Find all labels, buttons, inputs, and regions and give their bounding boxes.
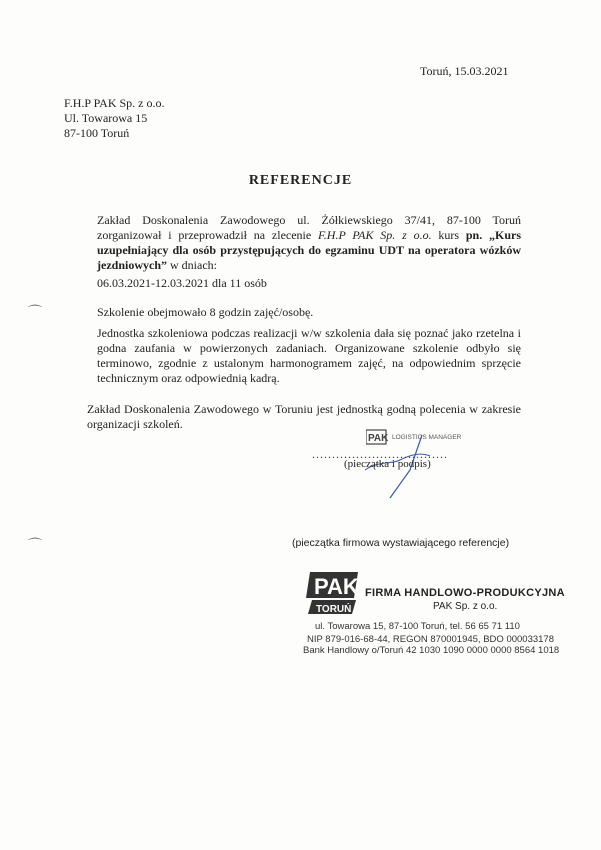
paragraph-intro: [97, 213, 521, 273]
svg-text:TORUŃ: TORUŃ: [316, 604, 352, 615]
company-bank: Bank Handlowy o/Toruń 42 1030 1090 0000 0000 8564 1018: [303, 645, 560, 656]
hole-punch-mark: ⌒: [28, 539, 42, 554]
course-name: pn. „Kurs uzupełniający dla osób przystępujących do egzaminu UDT na operatora wózków jezdniowych”: [97, 228, 521, 272]
signature-dots: ..................................: [312, 447, 448, 461]
intro-text: kurs: [431, 228, 466, 242]
company-legal-name: PAK Sp. z o.o.: [433, 601, 498, 612]
addressee-line: Ul. Towarowa 15: [64, 111, 148, 125]
paragraph-recommendation: Zakład Doskonalenia Zawodowego w Toruniu jest jednostką godną polecenia w zakresie organizacji szkoleń.: [87, 402, 521, 431]
svg-text:PAK: PAK: [314, 574, 359, 599]
paragraph-evaluation: Jednostka szkoleniowa podczas realizacji w/w szkolenia dała się poznać jako rzetelna i godna zaufania w powierzonych zadaniach. Organizowane szkolenie odbyło się terminowo, zgodnie z ustalonym harmonogramem zajęć, na odpowiednim sprzęcie technicznym oraz odpowiednią kadrą.: [97, 326, 521, 385]
company-ids: NIP 879-016-68-44, REGON 870001945, BDO 000033178: [307, 634, 554, 645]
stamp-label: (pieczątka firmowa wystawiającego referencje): [292, 537, 510, 549]
addressee-block: [64, 96, 165, 141]
company-address: ul. Towarowa 15, 87-100 Toruń, tel. 56 65 71 110: [315, 621, 520, 632]
intro-text: Zakład Doskonalenia Zawodowego ul. Żółkiewskiego 37/41, 87-100 Toruń zorganizował i przeprowadził na zlecenie: [97, 213, 521, 242]
addressee-line: 87-100 Toruń: [64, 126, 130, 140]
document-date: Toruń, 15.03.2021: [420, 64, 509, 78]
course-hours: Szkolenie obejmowało 8 godzin zajęć/osobę.: [97, 305, 314, 319]
svg-text:PAK: PAK: [368, 433, 389, 444]
signature-label: (pieczątka i podpis): [344, 458, 431, 470]
client-company: F.H.P PAK Sp. z o.o.: [318, 228, 432, 242]
company-name: FIRMA HANDLOWO-PRODUKCYJNA: [365, 587, 565, 599]
hole-punch-mark: ⌒: [28, 306, 42, 321]
intro-text: w dniach:: [167, 258, 217, 272]
pak-logo: [306, 568, 362, 618]
addressee-line: F.H.P PAK Sp. z o.o.: [64, 96, 165, 110]
document-title: REFERENCJE: [248, 173, 353, 188]
svg-text:LOGISTICS MANAGER: LOGISTICS MANAGER: [392, 434, 462, 441]
course-dates: 06.03.2021-12.03.2021 dla 11 osób: [97, 276, 267, 290]
